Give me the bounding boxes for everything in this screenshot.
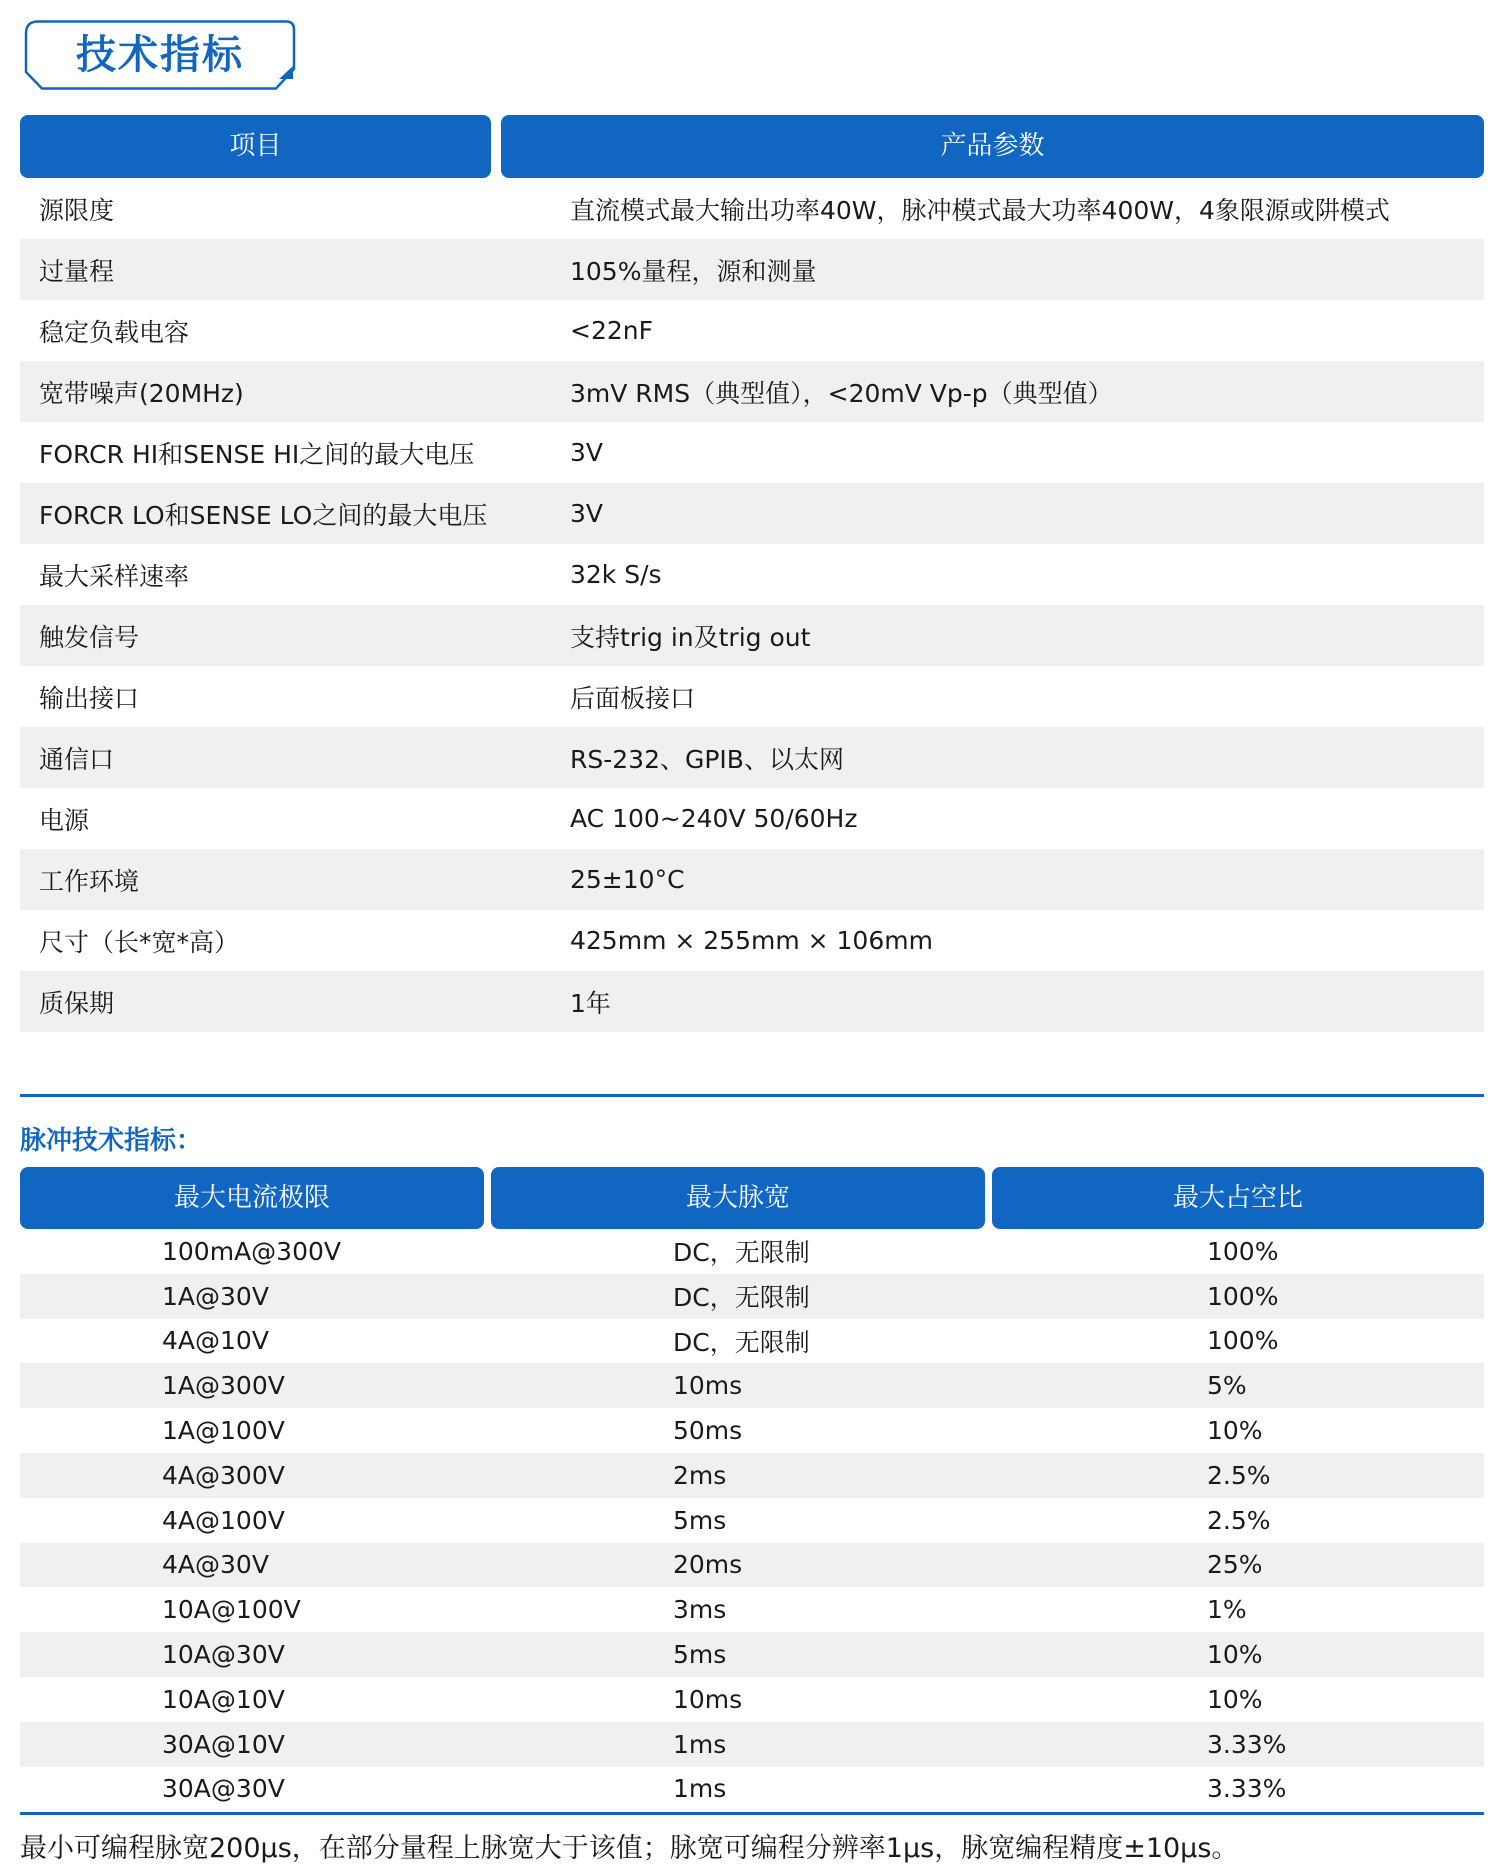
spec-item: 宽带噪声(20MHz)	[39, 378, 244, 408]
spec-row	[20, 849, 1484, 910]
spec-row	[20, 239, 1484, 300]
spec-row	[20, 483, 1484, 544]
spec-row	[20, 422, 1484, 483]
pulse-header-limit: 最大电流极限	[20, 1167, 484, 1229]
pulse-limit: 4A@100V	[162, 1505, 285, 1535]
spec-item: 输出接口	[39, 683, 140, 713]
title-badge	[24, 20, 296, 90]
pulse-row	[20, 1408, 1484, 1453]
spec-value: 3mV RMS（典型值），<20mV Vp-p（典型值）	[570, 378, 1113, 408]
spec-table-header	[20, 115, 1484, 178]
pulse-width: 1ms	[673, 1729, 727, 1759]
pulse-limit: 100mA@300V	[162, 1236, 341, 1266]
section-divider	[20, 1094, 1484, 1097]
spec-item: 过量程	[39, 256, 115, 286]
pulse-duty: 25%	[1207, 1550, 1263, 1580]
spec-item: FORCR HI和SENSE HI之间的最大电压	[39, 439, 475, 469]
pulse-row	[20, 1722, 1484, 1767]
pulse-width: 3ms	[673, 1595, 727, 1625]
pulse-duty: 5%	[1207, 1371, 1247, 1401]
pulse-row	[20, 1767, 1484, 1812]
pulse-table-header	[20, 1167, 1484, 1229]
spec-value: 支持trig in及trig out	[570, 622, 811, 652]
pulse-limit: 30A@30V	[162, 1774, 285, 1804]
spec-row	[20, 666, 1484, 727]
spec-value: 25±10°C	[570, 865, 685, 894]
spec-item: 稳定负载电容	[39, 317, 190, 347]
pulse-table	[20, 1167, 1484, 1811]
spec-row	[20, 910, 1484, 971]
spec-value: 105%量程，源和测量	[570, 256, 817, 286]
spec-table	[20, 115, 1484, 1032]
pulse-duty: 100%	[1207, 1281, 1279, 1311]
pulse-duty: 3.33%	[1207, 1729, 1287, 1759]
section-divider	[20, 1812, 1484, 1815]
pulse-limit: 4A@30V	[162, 1550, 269, 1580]
spec-header-value: 产品参数	[501, 115, 1484, 178]
pulse-row	[20, 1498, 1484, 1543]
pulse-limit: 10A@100V	[162, 1595, 301, 1625]
spec-value: 直流模式最大输出功率40W，脉冲模式最大功率400W，4象限源或阱模式	[570, 195, 1390, 225]
spec-item: 电源	[39, 805, 90, 835]
spec-item: 最大采样速率	[39, 561, 190, 591]
spec-row	[20, 788, 1484, 849]
spec-header-item: 项目	[20, 115, 491, 178]
pulse-row	[20, 1229, 1484, 1274]
spec-value: RS-232、GPIB、以太网	[570, 744, 844, 774]
spec-value: 1年	[570, 988, 611, 1018]
pulse-header-duty: 最大占空比	[992, 1167, 1484, 1229]
spec-value: AC 100~240V 50/60Hz	[570, 804, 858, 833]
pulse-width: 5ms	[673, 1505, 727, 1535]
spec-row	[20, 605, 1484, 666]
pulse-limit: 1A@100V	[162, 1416, 285, 1446]
pulse-row	[20, 1274, 1484, 1319]
pulse-limit: 4A@300V	[162, 1460, 285, 1490]
pulse-limit: 10A@30V	[162, 1640, 285, 1670]
pulse-row	[20, 1453, 1484, 1498]
spec-item: FORCR LO和SENSE LO之间的最大电压	[39, 500, 488, 530]
pulse-duty: 2.5%	[1207, 1505, 1271, 1535]
spec-row	[20, 544, 1484, 605]
spec-value: 后面板接口	[570, 683, 696, 713]
spec-item: 源限度	[39, 195, 115, 225]
pulse-width: 50ms	[673, 1416, 743, 1446]
pulse-width: 10ms	[673, 1371, 743, 1401]
pulse-width: DC，无限制	[673, 1327, 810, 1357]
spec-value: 3V	[570, 499, 604, 528]
pulse-width: 20ms	[673, 1550, 743, 1580]
spec-value: 425mm × 255mm × 106mm	[570, 926, 933, 955]
pulse-limit: 1A@30V	[162, 1281, 269, 1311]
spec-row	[20, 361, 1484, 422]
pulse-row	[20, 1587, 1484, 1632]
pulse-row	[20, 1543, 1484, 1588]
pulse-width: 5ms	[673, 1640, 727, 1670]
spec-row	[20, 178, 1484, 239]
spec-row	[20, 727, 1484, 788]
pulse-row	[20, 1632, 1484, 1677]
pulse-limit: 1A@300V	[162, 1371, 285, 1401]
pulse-row	[20, 1363, 1484, 1408]
pulse-duty: 100%	[1207, 1326, 1279, 1356]
pulse-duty: 10%	[1207, 1640, 1263, 1670]
footnote: 最小可编程脉宽200μs，在部分量程上脉宽大于该值；脉宽可编程分辨率1μs，脉宽编程精度±10μs。	[20, 1833, 1239, 1864]
pulse-width: 1ms	[673, 1774, 727, 1804]
spec-item: 通信口	[39, 744, 115, 774]
pulse-limit: 30A@10V	[162, 1729, 285, 1759]
pulse-duty: 10%	[1207, 1684, 1263, 1714]
pulse-width: DC，无限制	[673, 1238, 810, 1268]
pulse-width: 2ms	[673, 1460, 727, 1490]
spec-value: <22nF	[570, 316, 653, 345]
spec-row	[20, 300, 1484, 361]
page-title: 技术指标	[76, 32, 244, 78]
pulse-duty: 3.33%	[1207, 1774, 1287, 1804]
spec-item: 触发信号	[39, 622, 140, 652]
pulse-row	[20, 1677, 1484, 1722]
spec-value: 3V	[570, 438, 604, 467]
spec-item: 工作环境	[39, 866, 140, 896]
spec-item: 质保期	[39, 988, 115, 1018]
pulse-duty: 10%	[1207, 1416, 1263, 1446]
pulse-duty: 2.5%	[1207, 1460, 1271, 1490]
pulse-limit: 4A@10V	[162, 1326, 269, 1356]
pulse-width: 10ms	[673, 1684, 743, 1714]
pulse-row	[20, 1319, 1484, 1364]
pulse-section-heading: 脉冲技术指标：	[20, 1126, 203, 1156]
pulse-duty: 1%	[1207, 1595, 1247, 1625]
spec-item: 尺寸（长*宽*高）	[39, 927, 240, 957]
pulse-width: DC，无限制	[673, 1283, 810, 1313]
spec-value: 32k S/s	[570, 560, 662, 589]
pulse-limit: 10A@10V	[162, 1684, 285, 1714]
pulse-header-width: 最大脉宽	[491, 1167, 985, 1229]
spec-row	[20, 971, 1484, 1032]
pulse-duty: 100%	[1207, 1236, 1279, 1266]
